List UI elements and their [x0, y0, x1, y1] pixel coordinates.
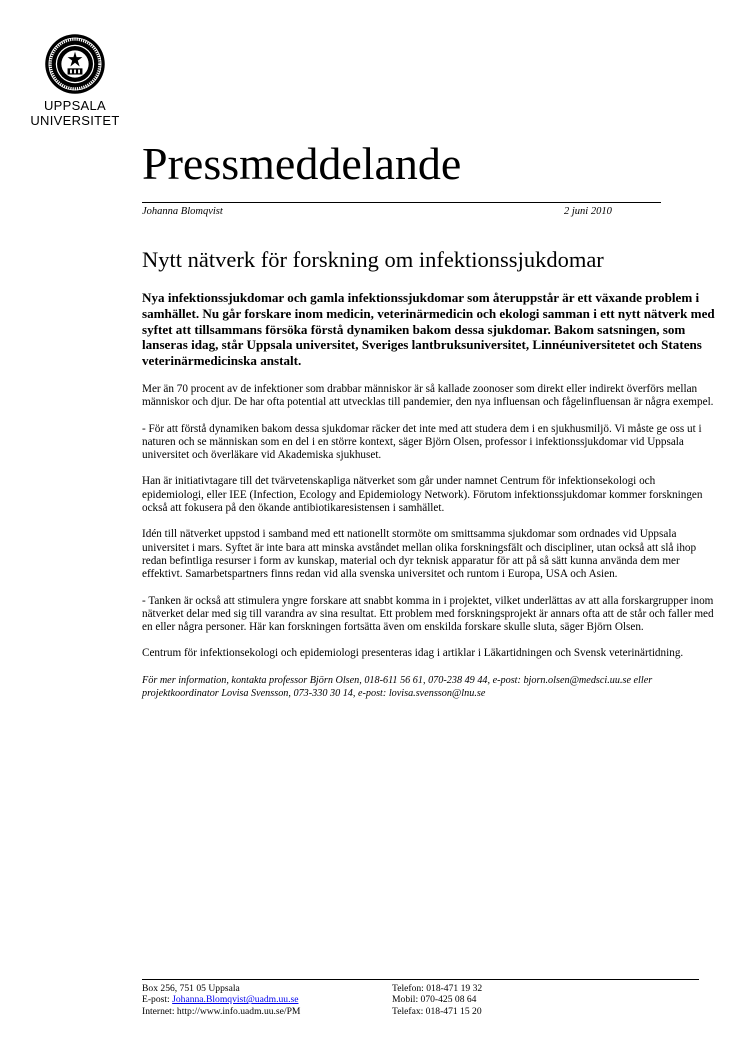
article-headline: Nytt nätverk för forskning om infektionssjukdomar — [142, 247, 604, 272]
footer-mobile: Mobil: 070-425 08 64 — [392, 994, 477, 1006]
publication-date: 2 juni 2010 — [564, 206, 612, 217]
body-paragraph: Idén till nätverket uppstod i samband med ett nationellt stormöte om smittsamma sjukdomar som ordnades vid Uppsala universitet i mars. Syftet är inte bara att minska avståndet mellan olika forskningsfält och discipliner, utan också att slå ihop redan befintliga resurser i form av kunskap, material och dyr teknisk apparatur för att på så sätt kunna använda dem mer effektivt. Samarbetspartners finns redan vid alla svenska universitet och runtom i Europa, USA och Asien. — [142, 528, 697, 581]
footer-divider — [142, 979, 699, 980]
title-divider — [142, 202, 661, 203]
footer-contact-right — [392, 983, 482, 1017]
byline — [142, 205, 622, 218]
university-name-line-2: UNIVERSITET — [30, 113, 120, 128]
footer-phone: Telefon: 018-471 19 32 — [392, 983, 483, 994]
document-title: Pressmeddelande — [142, 138, 462, 189]
footer-email-link[interactable]: Johanna.Blomqvist@uadm.uu.se — [172, 994, 299, 1006]
footer-contact-left — [142, 983, 300, 1017]
footer-email-label: E-post: — [142, 994, 173, 1006]
university-name-line-1: UPPSALA — [43, 98, 107, 113]
footer-fax: Telefax: 018-471 15 20 — [392, 1005, 482, 1017]
body-paragraph: Han är initiativtagare till det tvärvetenskapliga nätverket som går under namnet Centrum för infektionsekologi och epidemiologi, eller IEE (Infection, Ecology and Epidemiology Network). Förutom infektionssjukdomar kommer forskningen också att fokusera på den ökande antibiotikaresistensen i samhället. — [142, 475, 703, 515]
footer-address: Box 256, 751 05 Uppsala — [142, 983, 240, 994]
contact-info: För mer information, kontakta professor Björn Olsen, 018-611 56 61, 070-238 49 44, e-post: bjorn.olsen@medsci.uu.se eller projektkoordinator Lovisa Svensson, 073-330 30 14, e-post: lovisa.svensson@lnu.se — [142, 674, 653, 700]
body-paragraph: Centrum för infektionsekologi och epidemiologi presenteras idag i artiklar i Läkartidningen och Svensk veterinärtidning. — [142, 647, 684, 660]
body-paragraph: - Tanken är också att stimulera yngre forskare att snabbt komma in i projektet, vilket underlättas av att alla forskargrupper inom nätverket delar med sig till varandra av sina resultat. Ett problem med forskningsprojekt är annars ofta att de står och faller med en eller några personer. Här kan forskningen fortsätta även om enskilda forskare skulle sluta, säger Björn Olsen. — [142, 594, 714, 634]
footer-internet: Internet: http://www.info.uadm.uu.se/PM — [142, 1005, 301, 1017]
body-paragraph: Mer än 70 procent av de infektioner som drabbar människor är så kallade zoonoser som direkt eller indirekt överförs mellan människor och djur. De har ofta potential att utvecklas till pandemier, den nya influensan och fågelinfluensan är några exempel. — [142, 382, 714, 409]
university-seal-icon — [44, 33, 106, 95]
footer-email-line — [142, 994, 300, 1005]
author-name: Johanna Blomqvist — [142, 206, 223, 217]
university-name — [0, 98, 150, 128]
body-paragraph: - För att förstå dynamiken bakom dessa sjukdomar räcker det inte med att studera dem i en sjukhusmiljö. Vi måste ge oss ut i naturen och se människan som en del i en större kontext, säger Björn Olsen, professor i infektionssjukdomar vid Uppsala universitet och överläkare vid Akademiska sjukhuset. — [142, 422, 702, 462]
lead-paragraph: Nya infektionssjukdomar och gamla infektionssjukdomar som återuppstår är ett växande problem i samhället. Nu går forskare inom medicin, veterinärmedicin och ekologi samman i ett nytt nätverk med syftet att tillsammans försöka förstå dynamiken bakom dessa sjukdomar. Bakom satsningen, som lanseras idag, står Uppsala universitet, Sveriges lantbruksuniversitet, Linnéuniversitetet och Statens veterinärmedicinska anstalt. — [142, 290, 715, 369]
article-body — [142, 290, 717, 700]
